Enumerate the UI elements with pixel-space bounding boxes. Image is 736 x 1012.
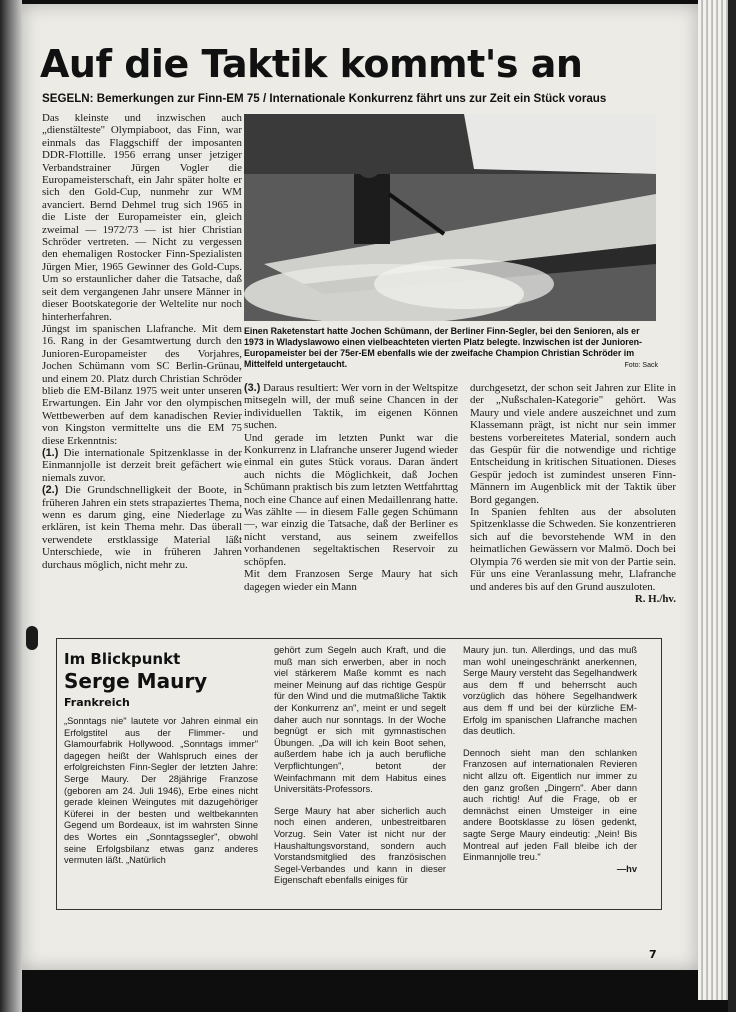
paragraph: gehört zum Segeln auch Kraft, und die muß man sich erwerben, aber in noch viel stärkerem Maße kommt es nach meiner Meinung auf das richtige Gespür für den Wind und die mutmaßliche Taktik der Konkurrenz an", meint er und segelt daher auch nur sonntags. In der Woche begnügt er sich mit gymnastischen Übungen. „Da will ich kein Boot sehen, außerdem habe ich ja auch berufliche Verpflichtungen", betont der Weinfachmann mit dem Habitus eines Universitäts-Professors.	[274, 645, 446, 795]
point-text: Daraus resultiert: Wer vorn in der Weltspitze mitsegeln will, der muß seine Chancen in der individuellen Taktik, im eigenen Können suchen.	[244, 382, 458, 432]
book-binding-edge	[0, 0, 22, 1012]
paragraph: Mit dem Franzosen Serge Maury hat sich dagegen wieder ein Mann	[244, 568, 458, 593]
point-text: Die Grundschnelligkeit der Boote, in früheren Jahren ein stets strapaziertes Thema, wenn es darum ging, eine Niederlage zu erklären, ist kein Thema mehr. Das überall verwendete erstklassige Material läßt Unterschiede, wie in früheren Jahren durchaus möglich, nicht mehr zu.	[42, 484, 242, 571]
point-text: Die internationale Spitzenklasse in der Einmannjolle ist derzeit breit gefächert wie niemals zuvor.	[42, 446, 242, 484]
caption-text: Einen Raketenstart hatte Jochen Schümann, der Berliner Finn-Segler, bei den Senioren, als er 1973 in Wladyslawowo einen vielbeachteten vierten Platz belegte. Inzwischen ist der Junioren-Europameister bei der 75er-EM ebenfalls wie der zweifache Champion Christian Schröder im Mittelfeld untergetaucht.	[244, 326, 643, 369]
sidebar-country: Frankreich	[64, 696, 130, 709]
article-subheadline	[42, 92, 692, 105]
paragraph: Maury jun. tun. Allerdings, und das muß man wohl uneingeschränkt anerkennen, Serge Maury versteht das Segelhandwerk aus dem ff und beherrscht auch vorzüglich das höhere Segelhandwerk aus dem ff und bei der kürzliche EM-Erfolg im spanischen Llafranche machen das deutlich.	[463, 645, 637, 737]
page-stack-shadow	[728, 0, 736, 1012]
paragraph: Und gerade im letzten Punkt war die Konkurrenz in Llafranche unserer Jugend wieder einmal ein gutes Stück voraus. Daran ändert auch nichts die Möglichkeit, daß Jochen Schümann praktisch bis zum letzten Wettfahrttag noch eine Chance auf einen Medaillenrang hatte. Was zählte — in diesem Falle gegen Schümann —, war einzig die Tatsache, daß der Berliner es nicht verstand, aus seinem zweifellos vorhandenen segeltaktischen Reservoir zu schöpfen.	[244, 431, 458, 568]
magazine-page	[22, 4, 698, 970]
page-number: 7	[649, 948, 657, 961]
article-headline: Auf die Taktik kommt's an	[40, 42, 583, 86]
paragraph: „Sonntags nie" lautete vor Jahren einmal ein Erfolgstitel aus der Flimmer- und Glamourfabrik Hollywood. „Sonntags immer" dagegen heißt der Wahlspruch eines der erfolgreichsten Finn-Segler der letzten Jahre: Serge Maury. Der 28jährige Franzose (geboren am 24. Juli 1946), Erbe eines nicht gerade kleinen Weingutes mit dazugehöriger Küferei in der besten und weltbekannten Gegend um Bordeaux, ist im wahrsten Sinne des Wortes ein „Sonntagssegler", obwohl seine Erfolgsbilanz etwas ganz anderes vermuten läßt. „Natürlich	[64, 716, 258, 866]
point-2	[42, 484, 242, 571]
article-signature: R. H./hv.	[634, 592, 676, 605]
punch-hole	[26, 626, 38, 650]
article-column-2	[244, 382, 458, 593]
paragraph: Das kleinste und inzwischen auch „dienstälteste" Olympiaboot, das Finn, war einmals das Flaggschiff der imposanten DDR-Flottille. 1956 errang unser jetziger Verbandstrainer Jürgen Vogler die Europameisterschaft, ein Jahr später holte er sich den Gold-Cup, nunmehr zur WM avanciert. Bernd Dehmel trug sich 1965 in die Liste der Europameister ein, gleich zweimal — 1972/73 — ist hier Christian Schröder vertreten. — Nicht zu vergessen den ehemaligen Rostocker Finn-Spezialisten Jürgen Mier, 1965 Gewinner des Gold-Cups. Um so erstaunlicher daher die Tatsache, daß seit dem vergangenen Jahr unsere Männer in dieser Bootskategorie der Weltelite nur noch hinterherfahren.	[42, 112, 242, 323]
paragraph: Dennoch sieht man den schlanken Franzosen auf internationalen Revieren nicht allzu oft. Eigentlich nur immer zu den ganz großen „Dingern". Aber dann auch richtig! Auf die Frage, ob er demnächst einen Umsteiger in eine andere Bootsklasse zu lösen gedenkt, sagte Serge Maury eindeutig: „Nein! Bis Montreal auf jeden Fall bleibe ich der Einmannjolle treu."	[463, 747, 637, 863]
paragraph: In Spanien fehlten aus der absoluten Spitzenklasse die Schweden. Sie konzentrieren sich auf die bevorstehende WM in den heimatlichen Gewässern vor Malmö. Doch bei Olympia 76 werden sie mit von der Partie sein. Für uns eine Veranlassung mehr, Llafranche und anderes bis auf den Grund auszuloten.	[470, 506, 676, 593]
article-column-1	[42, 112, 242, 571]
subheadline-lead: SEGELN: Bemerkungen zur Finn-EM 75	[42, 92, 260, 105]
point-number: (3.)	[244, 382, 261, 394]
sidebar-column-1	[64, 716, 258, 867]
subheadline-rest: / Internationale Konkurrenz fährt uns zur Zeit ein Stück voraus	[259, 92, 607, 105]
sailing-photo	[244, 114, 656, 321]
point-1	[42, 447, 242, 484]
sidebar-column-3	[463, 645, 637, 875]
point-3	[244, 382, 458, 432]
point-number: (1.)	[42, 446, 59, 459]
sidebar-column-2	[274, 645, 446, 887]
sidebar-title: Im Blickpunkt	[64, 650, 181, 668]
paragraph: Serge Maury hat aber sicherlich auch noch einen anderen, unbestreitbaren Vorzug. Sein Vater ist nicht nur der Haushaltungsvorstand, sondern auch Vorstandsmitglied des französischen Segel-Verbandes und kann in dieser Eigenschaft ebenfalls einiges für	[274, 805, 446, 886]
photo-caption	[244, 326, 658, 371]
photo-illustration	[244, 114, 656, 321]
article-column-3	[470, 382, 676, 605]
photo-credit: Foto: Sack	[624, 362, 658, 369]
point-number: (2.)	[42, 484, 59, 497]
sidebar-name: Serge Maury	[64, 669, 208, 693]
sidebar-signature: —hv	[616, 863, 637, 874]
paragraph: Jüngst im spanischen Llafranche. Mit dem 16. Rang in der Gesamtwertung durch den Junioren-Europameister des Vorjahres, Jochen Schümann vom SC Berlin-Grünau, und einem 20. Platz durch Christian Schröder blieb die EM-Bilanz 1975 weit unter unseren Erwartungen. Ein Jahr vor den olympischen Wettbewerben auf dem kanadischen Revier von Kingston vermittelte uns die EM 75 diese Erkenntnis:	[42, 322, 242, 447]
paragraph: durchgesetzt, der schon seit Jahren zur Elite in der „Nußschalen-Kategorie" gehört. Was Maury und viele andere auszeichnet und zum Klassemann prägt, ist nicht nur sein immer bestens vorbereitetes Material, sondern auch das Gespür für die notwendige und richtige Entscheidung in kritischen Situationen. Dieses Gespür jedoch ist zumindest unseren Finn-Männern im Augenblick mit der Taktik über Bord gegangen.	[470, 382, 676, 506]
